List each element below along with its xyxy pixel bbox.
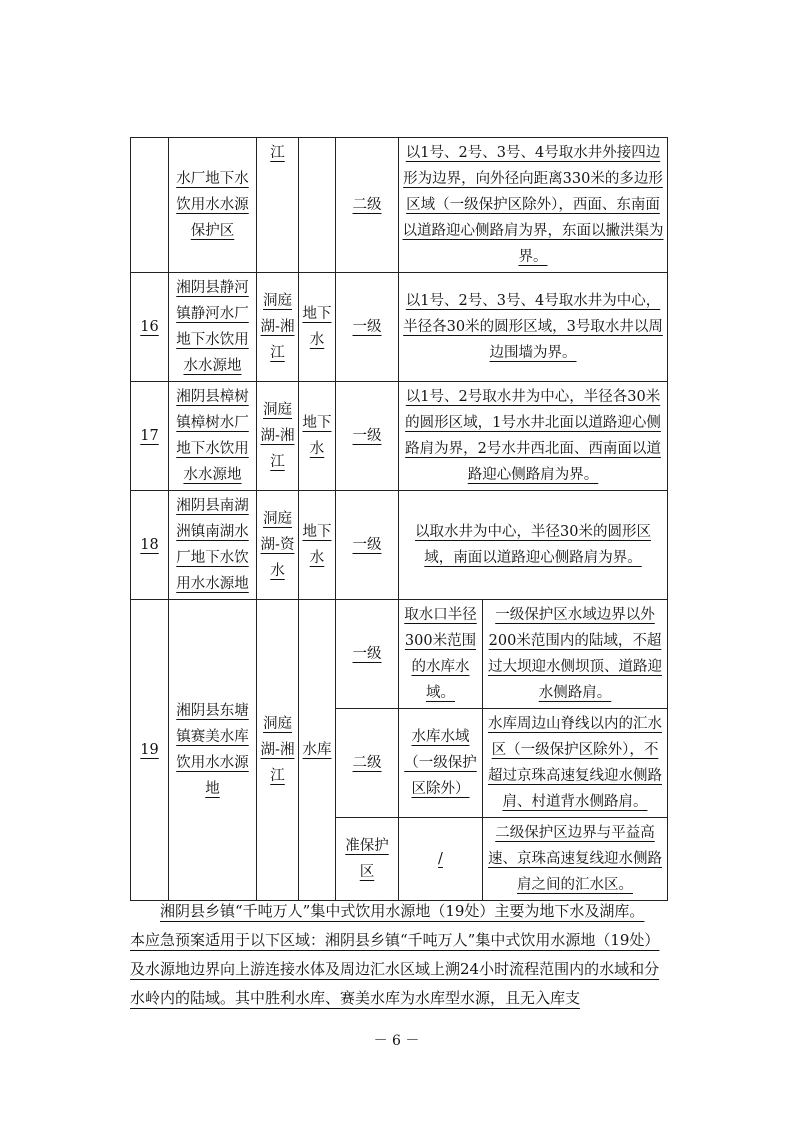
cell-type: 地下水 (299, 491, 336, 600)
cell-range: 以取水井为中心，半径30米的圆形区域，南面以道路迎心侧路肩为界。 (399, 491, 668, 600)
cell-water-system: 洞庭湖-湘江 (257, 382, 299, 491)
cell-no: 18 (131, 491, 169, 600)
cell-level: 二级 (336, 138, 399, 273)
cell-no: 16 (131, 273, 169, 382)
cell-water-system: 洞庭湖-湘江 (257, 600, 299, 901)
table-row (131, 600, 668, 709)
cell-name: 湘阴县东塘镇赛美水库饮用水水源地 (169, 600, 257, 901)
table-row (131, 491, 668, 600)
cell-range: 以1号、2号取水井为中心，半径各30米的圆形区域，1号水井北面以道路迎心侧路肩为界，2号水井西北面、西南面以道路迎心侧路肩为界。 (399, 382, 668, 491)
cell-type: 地下水 (299, 273, 336, 382)
cell-type: 水库 (299, 600, 336, 901)
cell-range: 以1号、2号、3号、4号取水井为中心，半径各30米的圆形区域，3号取水井以周边围墙为界。 (399, 273, 668, 382)
cell-water-area: / (399, 818, 483, 901)
cell-level: 一级 (336, 491, 399, 600)
cell-land-area: 水库周边山脊线以内的汇水区（一级保护区除外），不超过京珠高速复线迎水侧路肩、村道背水侧路肩。 (483, 709, 668, 818)
cell-name: 水厂地下水饮用水水源保护区 (169, 138, 257, 273)
cell-water-area: 取水口半径300米范围的水库水域。 (399, 600, 483, 709)
cell-level: 一级 (336, 382, 399, 491)
cell-no: 19 (131, 600, 169, 901)
cell-water-system: 洞庭湖-资水 (257, 491, 299, 600)
cell-name: 湘阴县南湖洲镇南湖水厂地下水饮用水水源地 (169, 491, 257, 600)
table-row (131, 273, 668, 382)
cell-land-area: 一级保护区水域边界以外200米范围内的陆域，不超过大坝迎水侧坝顶、道路迎水侧路肩。 (483, 600, 668, 709)
paragraph-summary: 湘阴县乡镇“千吨万人”集中式饮用水源地（19处）主要为地下水及湖库。 (160, 902, 645, 920)
cell-water-area: 水库水域（一级保护区除外） (399, 709, 483, 818)
cell-level: 一级 (336, 600, 399, 709)
cell-no: 17 (131, 382, 169, 491)
cell-name: 湘阴县樟树镇樟树水厂地下水饮用水水源地 (169, 382, 257, 491)
table-row (131, 382, 668, 491)
cell-name: 湘阴县静河镇静河水厂地下水饮用水水源地 (169, 273, 257, 382)
cell-water-system: 洞庭湖-湘江 (257, 273, 299, 382)
cell-level: 二级 (336, 709, 399, 818)
paragraph-scope: 本应急预案适用于以下区域：湘阴县乡镇“千吨万人”集中式饮用水源地（19处）及水源地边界向上游连接水体及周边汇水区域上溯24小时流程范围内的水域和分水岭内的陆域。其中胜利水库、赛美水库为水库型水源，且无入库支 (130, 931, 660, 1007)
cell-type (299, 138, 336, 273)
cell-range: 以1号、2号、3号、4号取水井外接四边形为边界，向外径向距离330米的多边形区域（一级保护区除外），西面、东南面以道路迎心侧路肩为界，东面以撇洪渠为界。 (399, 138, 668, 273)
cell-type: 地下水 (299, 382, 336, 491)
cell-water-system: 江 (257, 138, 299, 273)
water-source-protection-table (130, 137, 668, 901)
page-number: － 6 － (373, 1033, 420, 1049)
cell-land-area: 二级保护区边界与平益高速、京珠高速复线迎水侧路肩之间的汇水区。 (483, 818, 668, 901)
cell-level: 准保护区 (336, 818, 399, 901)
table-row (131, 138, 668, 273)
cell-no (131, 138, 169, 273)
cell-level: 一级 (336, 273, 399, 382)
